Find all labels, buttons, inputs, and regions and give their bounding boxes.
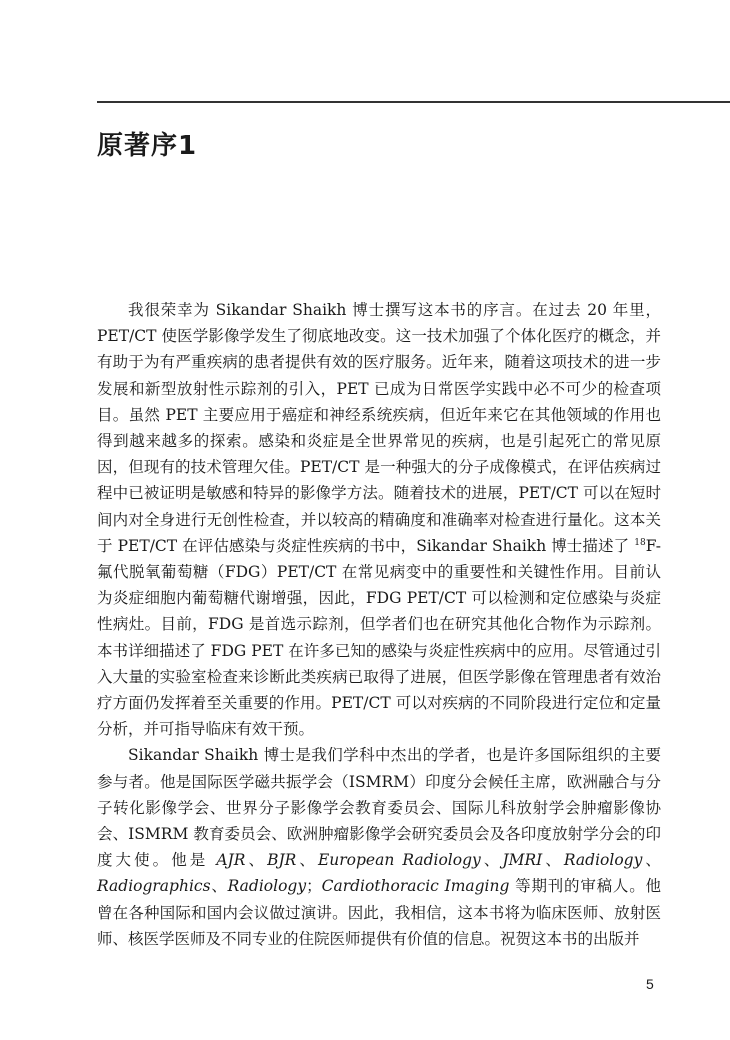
paragraph-2-part-1: Sikandar Shaikh 博士是我们学科中杰出的学者，也是许多国际组织的主要参与者。他是国际医学磁共振学会（ISMRM）印度分会候任主席，欧洲融合与分子转化影像学会、世界分子影像学会教育委员会、国际儿科放射学会肿瘤影像协会、ISMRM 教育委员会、欧洲肿瘤影像学会研究委员会及各印度放射学分会的印度大使。他是	[97, 746, 661, 870]
paragraph-2-part-2: 等期刊的审稿人。他曾在各种国际和国内会议做过演讲。因此，我相信，这本书将为临床医师、放射医师、核医学医师及不同专业的住院医师提供有价值的信息。祝贺这本书的出版并	[97, 877, 661, 948]
page-title: 原著序1	[97, 131, 198, 161]
paragraph-1-part-2: F- 氟代脱氧葡萄糖（FDG）PET/CT 在常见病变中的重要性和关键性作用。目前认为炎症细胞内葡萄糖代谢增强，因此，FDG PET/CT 可以检测和定位感染与炎症性病灶。目前，FDG 是首选示踪剂，但学者们也在研究其他化合物作为示踪剂。本书详细描述了 FDG PET 在许多已知的感染与炎症性疾病中的应用。尽管通过引入大量的实验室检查来诊断此类疾病已取得了进展，但医学影像在管理患者有效治疗方面仍发挥着至关重要的作用。PET/CT 可以对疾病的不同阶段进行定位和定量分析，并可指导临床有效干预。	[97, 536, 661, 739]
journal-name: Radiographics	[97, 877, 211, 896]
page-number: 5	[646, 976, 654, 992]
journal-name: Radiology	[563, 851, 643, 870]
journal-name: Radiology	[227, 877, 307, 896]
header-rule	[97, 101, 730, 103]
isotope-superscript: 18	[634, 537, 646, 548]
separator: 、	[642, 851, 661, 870]
separator: 、	[245, 851, 268, 870]
paragraph-1-part-1: 我很荣幸为 Sikandar Shaikh 博士撰写这本书的序言。在过去 20 年里，PET/CT 使医学影像学发生了彻底地改变。这一技术加强了个体化医疗的概念，并有助于为有严重疾病的患者提供有效的医疗服务。近年来，随着这项技术的进一步发展和新型放射性示踪剂的引入，PET 已成为日常医学实践中必不可少的检查项目。虽然 PET 主要应用于癌症和神经系统疾病，但近年来它在其他领域的作用也得到越来越多的探索。感染和炎症是全世界常见的疾病，也是引起死亡的常见原因，但现有的技术管理欠佳。PET/CT 是一种强大的分子成像模式，在评估疾病过程中已被证明是敏感和特异的影像学方法。随着技术的进展，PET/CT 可以在短时间内对全身进行无创性检查，并以较高的精确度和准确率对检查进行量化。这本关于 PET/CT 在评估感染与炎症性疾病的书中，Sikandar Shaikh 博士描述了	[97, 301, 661, 555]
separator: 、	[296, 851, 318, 870]
journal-name: European Radiology	[317, 851, 481, 870]
separator: 、	[542, 851, 564, 870]
paragraph-2	[97, 742, 661, 952]
journal-name: JMRI	[502, 851, 543, 870]
journal-name: BJR	[267, 851, 297, 870]
body-text	[97, 297, 661, 952]
separator: 、	[480, 851, 503, 870]
separator: ；	[306, 877, 322, 896]
separator: 、	[210, 877, 228, 896]
journal-name: Cardiothoracic Imaging	[321, 877, 510, 896]
journal-name: AJR	[216, 851, 246, 870]
paragraph-1	[97, 297, 661, 742]
